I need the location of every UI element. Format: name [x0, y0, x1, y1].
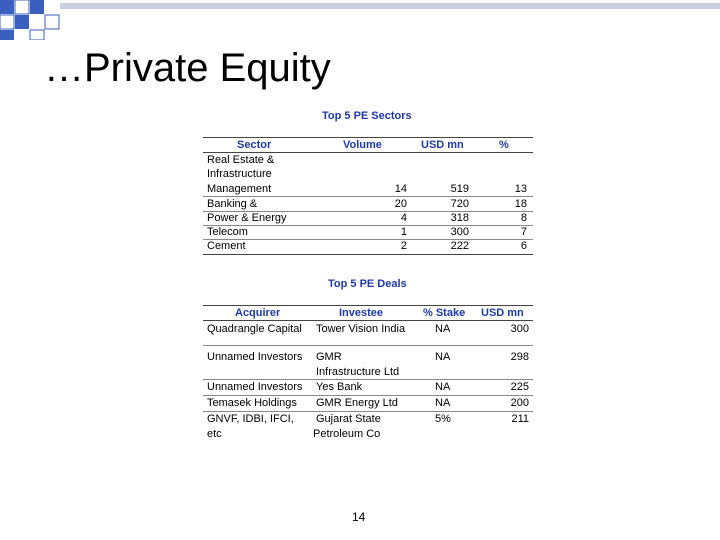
sector-cell: Power & Energy: [207, 212, 287, 224]
deco-square: [30, 0, 44, 14]
sector-cell: Telecom: [207, 226, 248, 238]
volume-cell: 4: [400, 212, 407, 224]
volume-cell: 2: [400, 240, 407, 252]
investee-cell: Tower Vision India: [316, 323, 406, 335]
col-header-usd: USD mn: [481, 307, 524, 319]
col-header-pct: %: [499, 139, 509, 151]
sector-cell: Banking &: [207, 198, 258, 210]
usd-cell: 519: [450, 183, 469, 195]
sector-cell: Management: [207, 183, 272, 195]
sector-cell: Real Estate &: [207, 154, 275, 166]
deals-title: Top 5 PE Deals: [328, 278, 407, 290]
stake-cell: NA: [435, 351, 451, 363]
deco-square: [15, 0, 29, 14]
table-rule: [203, 137, 533, 138]
acquirer-cell: etc: [207, 428, 222, 440]
deal-usd-cell: 211: [511, 413, 529, 425]
investee-cell: Gujarat State: [316, 413, 381, 425]
sector-cell: Infrastructure: [207, 168, 272, 180]
volume-cell: 14: [394, 183, 407, 195]
deal-usd-cell: 200: [510, 397, 529, 409]
deals-table: [203, 305, 533, 445]
stake-cell: 5%: [435, 413, 451, 425]
col-header-acquirer: Acquirer: [235, 307, 281, 319]
usd-cell: 222: [450, 240, 469, 252]
stake-cell: NA: [435, 381, 451, 393]
col-header-sector: Sector: [237, 139, 272, 151]
pct-cell: 13: [514, 183, 527, 195]
deal-usd-cell: 300: [510, 323, 529, 335]
deco-square: [0, 0, 14, 14]
col-header-usd: USD mn: [421, 139, 464, 151]
deco-square: [0, 15, 14, 29]
deco-square: [15, 15, 29, 29]
investee-cell: Yes Bank: [316, 381, 363, 393]
table-rule: [203, 345, 533, 346]
sectors-table: [203, 137, 533, 257]
investee-cell: GMR Energy Ltd: [316, 397, 398, 409]
table-rule: [203, 254, 533, 255]
slide-title: …Private Equity: [44, 46, 331, 90]
volume-cell: 20: [394, 198, 407, 210]
table-rule: [203, 320, 533, 321]
table-rule: [203, 305, 533, 306]
col-header-volume: Volume: [343, 139, 382, 151]
pct-cell: 7: [520, 226, 527, 238]
pct-cell: 8: [520, 212, 527, 224]
pct-cell: 6: [520, 240, 527, 252]
investee-cell: Infrastructure Ltd: [316, 366, 400, 378]
deco-square: [30, 30, 44, 40]
acquirer-cell: Quadrangle Capital: [207, 323, 302, 335]
investee-cell: Petroleum Co: [313, 428, 381, 440]
deco-square: [45, 15, 59, 29]
deco-square: [0, 30, 14, 40]
acquirer-cell: Temasek Holdings: [207, 397, 297, 409]
deal-usd-cell: 298: [510, 351, 529, 363]
usd-cell: 318: [450, 212, 469, 224]
page-number: 14: [352, 510, 366, 524]
acquirer-cell: Unnamed Investors: [207, 381, 303, 393]
pct-cell: 18: [514, 198, 527, 210]
sectors-title: Top 5 PE Sectors: [322, 110, 412, 122]
stake-cell: NA: [435, 323, 451, 335]
investee-cell: GMR: [316, 351, 342, 363]
volume-cell: 1: [400, 226, 407, 238]
table-rule: [203, 225, 533, 226]
col-header-investee: Investee: [339, 307, 384, 319]
usd-cell: 300: [450, 226, 469, 238]
table-rule: [203, 239, 533, 240]
acquirer-cell: Unnamed Investors: [207, 351, 303, 363]
sector-cell: Cement: [207, 240, 246, 252]
acquirer-cell: GNVF, IDBI, IFCI,: [207, 413, 294, 425]
decorative-squares: [0, 0, 720, 40]
deco-bar: [60, 3, 720, 9]
usd-cell: 720: [450, 198, 469, 210]
col-header-stake: % Stake: [423, 307, 466, 319]
stake-cell: NA: [435, 397, 451, 409]
deal-usd-cell: 225: [510, 381, 529, 393]
